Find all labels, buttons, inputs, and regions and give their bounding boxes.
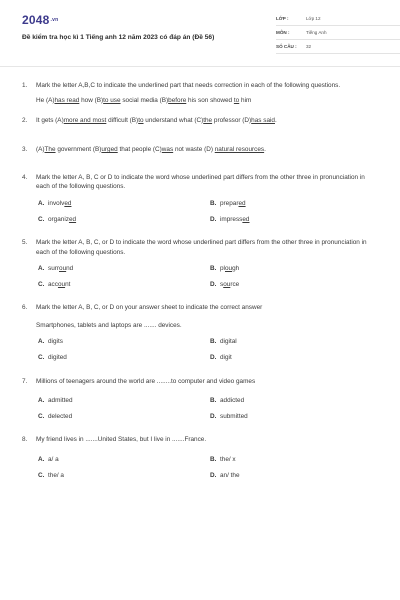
text-segment: digited <box>48 354 67 362</box>
answer-option[interactable] <box>38 353 210 362</box>
question-8 <box>22 435 378 480</box>
question-text: Mark the letter A, B, C, or D to indicate the word whose underlined part differs from the other three in pronunciation in each of the following questions. <box>36 239 367 256</box>
text-segment: organiz <box>48 215 69 223</box>
logo-suffix: .vn <box>50 17 59 24</box>
underlined-part: ou <box>57 281 66 289</box>
underlined-part: natural resources <box>214 145 265 153</box>
text-segment: surr <box>48 264 60 272</box>
text-segment: him <box>239 97 252 105</box>
question-5 <box>22 238 378 289</box>
underlined-part: has read <box>54 97 80 105</box>
answer-option[interactable] <box>210 353 382 362</box>
text-segment: nt <box>65 281 71 289</box>
answer-option[interactable] <box>38 280 210 289</box>
option-letter: D. <box>210 413 217 421</box>
text-segment: difficult (B) <box>106 116 139 124</box>
underlined-part: ed <box>64 199 72 207</box>
option-letter: B. <box>210 199 217 207</box>
answer-option[interactable] <box>210 396 382 405</box>
option-letter: C. <box>38 413 45 421</box>
text-segment: gh <box>232 264 240 272</box>
question-text: Mark the letter A, B, C or D to indicate the word whose underlined part differs from the other three in pronunciation in each of the following questions. <box>36 174 365 191</box>
meta-row-class <box>276 14 400 26</box>
text-segment: . <box>274 116 277 124</box>
page-title: Đề kiểm tra học kì 1 Tiếng anh 12 năm 2023 có đáp án (Đề 56) <box>22 34 215 42</box>
underlined-part: before <box>168 97 187 105</box>
text-segment: impress <box>220 215 243 223</box>
question-number: 8. <box>22 436 28 444</box>
text-segment: It gets (A) <box>36 116 64 124</box>
question-number: 2. <box>22 116 28 124</box>
question-7 <box>22 377 378 422</box>
option-letter: B. <box>210 396 217 404</box>
answer-option[interactable] <box>38 215 210 224</box>
answer-option[interactable] <box>38 337 210 346</box>
meta-key: LỚP : <box>276 16 289 22</box>
header-divider <box>0 66 400 67</box>
text-segment: how (B) <box>79 97 104 105</box>
answer-option[interactable] <box>210 455 382 464</box>
text-segment: submitted <box>220 413 248 421</box>
option-letter: B. <box>210 337 217 345</box>
answer-options <box>36 264 378 290</box>
question-number: 3. <box>22 145 28 153</box>
answer-option[interactable] <box>210 215 382 224</box>
option-letter: A. <box>38 337 45 345</box>
text-segment: He (A) <box>36 97 55 105</box>
logo-text: 2048 <box>22 13 50 27</box>
text-segment: his son showed <box>186 97 234 105</box>
answer-options <box>36 396 378 422</box>
answer-option[interactable] <box>38 471 210 480</box>
underlined-part: ou <box>59 264 67 272</box>
meta-row-count <box>276 42 400 54</box>
option-letter: B. <box>210 264 217 272</box>
underlined-part: ed <box>238 199 246 207</box>
text-segment: (A) <box>36 145 45 153</box>
answer-options <box>36 455 378 481</box>
text-segment: understand what (C) <box>143 116 204 124</box>
answer-option[interactable] <box>210 471 382 480</box>
underlined-part: The <box>44 145 56 153</box>
text-segment: professor (D) <box>212 116 252 124</box>
underlined-part: more and most <box>63 116 107 124</box>
question-number: 6. <box>22 304 28 312</box>
text-segment: addicted <box>220 396 245 404</box>
underlined-part: ou <box>224 264 233 272</box>
text-segment: nd <box>66 264 74 272</box>
answer-option[interactable] <box>38 412 210 421</box>
text-segment: prepar <box>220 199 239 207</box>
text-segment: that people (C) <box>117 145 162 153</box>
text-segment: a/ a <box>48 455 59 463</box>
meta-key: SỐ CÂU : <box>276 44 297 50</box>
text-segment: the/ a <box>48 471 64 479</box>
meta-key: MÔN : <box>276 30 290 36</box>
question-6 <box>22 303 378 362</box>
option-letter: B. <box>210 455 217 463</box>
text-segment: rce <box>230 281 240 289</box>
option-letter: D. <box>210 471 217 479</box>
text-segment: s <box>220 281 224 289</box>
answer-option[interactable] <box>210 280 382 289</box>
meta-value: Lớp 12 <box>306 16 321 22</box>
question-text <box>36 116 378 125</box>
underlined-part: to <box>233 97 240 105</box>
text-segment: not waste (D) <box>173 145 215 153</box>
question-4 <box>22 173 378 224</box>
option-letter: A. <box>38 264 45 272</box>
question-number: 4. <box>22 174 28 182</box>
text-segment: involv <box>48 199 65 207</box>
answer-option[interactable] <box>38 396 210 405</box>
underlined-part: the <box>203 116 213 124</box>
option-letter: D. <box>210 281 217 289</box>
text-segment: digit <box>220 354 232 362</box>
text-segment: delected <box>48 413 73 421</box>
question-2 <box>22 116 378 125</box>
option-letter: D. <box>210 354 217 362</box>
underlined-part: ed <box>68 215 77 223</box>
option-letter: D. <box>210 215 217 223</box>
answer-option[interactable] <box>210 264 382 273</box>
question-text <box>36 145 378 154</box>
text-segment: pl <box>220 264 225 272</box>
question-text: Mark the letter A,B,C to indicate the underlined part that needs correction in each of the following questions. <box>36 82 341 89</box>
question-sentence <box>36 96 378 105</box>
answer-options <box>36 199 378 225</box>
option-letter: C. <box>38 471 45 479</box>
question-text: Millions of teenagers around the world are ........to computer and video games <box>36 377 256 385</box>
meta-value: 32 <box>306 44 312 50</box>
text-segment: an/ the <box>220 471 240 479</box>
underlined-part: ou <box>223 281 231 289</box>
answer-option[interactable] <box>210 199 382 208</box>
question-number: 1. <box>22 82 28 89</box>
text-segment: social media (B) <box>120 97 169 105</box>
underlined-part: was <box>161 145 174 153</box>
question-list <box>22 81 378 480</box>
question-number: 7. <box>22 377 28 385</box>
document-header <box>22 0 378 64</box>
question-1 <box>22 81 378 106</box>
meta-row-subject <box>276 28 400 40</box>
question-number: 5. <box>22 239 28 247</box>
option-letter: C. <box>38 281 45 289</box>
text-segment: the/ x <box>220 455 236 463</box>
underlined-part: ed <box>242 215 250 223</box>
answer-option[interactable] <box>38 264 210 273</box>
option-letter: A. <box>38 455 45 463</box>
text-segment: admitted <box>48 396 73 404</box>
text-segment: government (B) <box>55 145 102 153</box>
option-letter: A. <box>38 199 45 207</box>
option-letter: C. <box>38 354 45 362</box>
underlined-part: has said <box>251 116 275 124</box>
underlined-part: to <box>138 116 144 124</box>
question-text: My friend lives in .......United States, but I live in .......France. <box>36 436 207 444</box>
text-segment: digits <box>48 337 63 345</box>
option-letter: C. <box>38 215 45 223</box>
question-sentence: Smartphones, tablets and laptops are ....... devices. <box>36 321 182 329</box>
option-letter: A. <box>38 396 45 404</box>
question-text: Mark the letter A, B, C, or D on your answer sheet to indicate the correct answer <box>36 304 263 312</box>
answer-option[interactable] <box>210 412 382 421</box>
answer-option[interactable] <box>38 199 210 208</box>
text-segment: . <box>264 145 266 153</box>
answer-options <box>36 337 378 363</box>
text-segment: digital <box>220 337 237 345</box>
answer-option[interactable] <box>38 455 210 464</box>
meta-table <box>276 14 400 56</box>
meta-value: Tiếng Anh <box>306 30 327 36</box>
underlined-part: to use <box>103 97 121 105</box>
underlined-part: urged <box>101 145 118 153</box>
answer-option[interactable] <box>210 337 382 346</box>
text-segment: acc <box>48 281 58 289</box>
question-3 <box>22 145 378 154</box>
